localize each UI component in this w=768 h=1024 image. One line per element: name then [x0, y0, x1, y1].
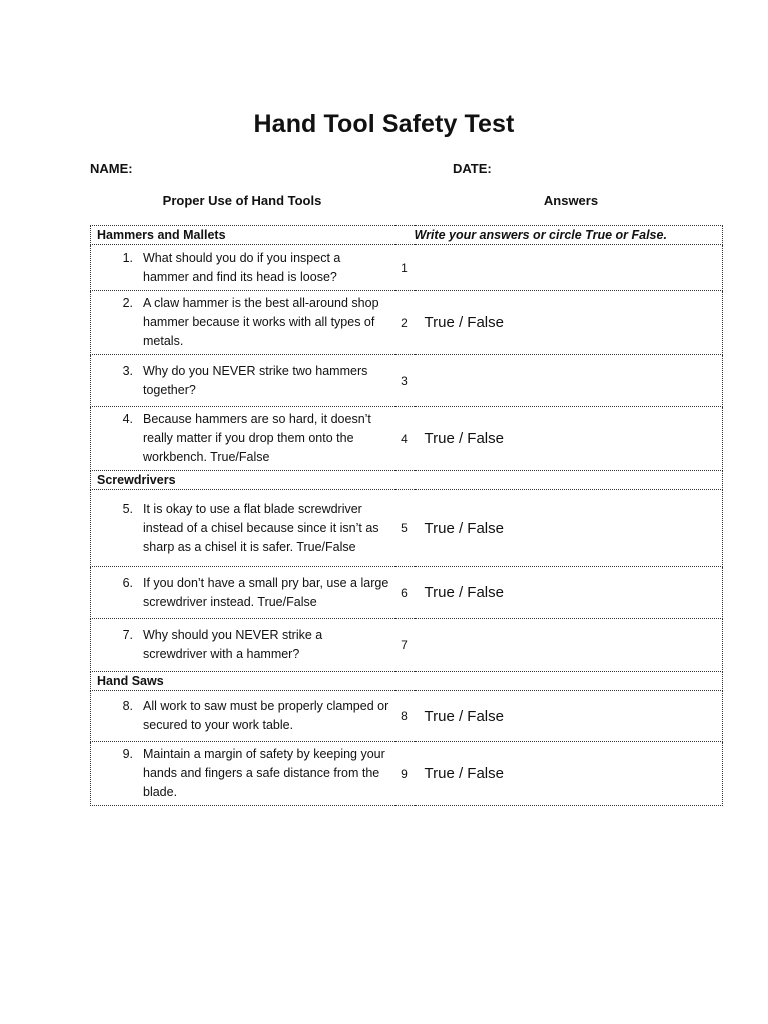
question-row — [91, 567, 723, 619]
question-number: 2. — [122, 296, 133, 310]
question-number: 3. — [122, 363, 133, 378]
question-text: Because hammers are so hard, it doesn’t really matter if you drop them onto the workbench. True/False — [143, 412, 371, 464]
section-row — [91, 226, 723, 245]
question-number: 6. — [122, 575, 133, 590]
section-title: Hammers and Mallets — [91, 226, 415, 245]
answer-number: 4 — [395, 407, 415, 471]
question-text: It is okay to use a flat blade screwdriver instead of a chisel because since it isn’t as sharp as a chisel it is safer. True/False — [143, 501, 379, 554]
true-false-choice[interactable]: True / False — [415, 742, 723, 806]
true-false-choice[interactable]: True / False — [415, 691, 723, 742]
question-text: Maintain a margin of safety by keeping your hands and fingers a safe distance from the blade. — [143, 747, 385, 799]
page-title: Hand Tool Safety Test — [253, 110, 515, 138]
answer-number: 7 — [395, 619, 415, 672]
date-label: DATE: — [453, 161, 492, 176]
question-number: 9. — [122, 747, 133, 761]
question-row — [91, 407, 723, 471]
question-text: Why do you NEVER strike two hammers together? — [143, 363, 368, 397]
question-row — [91, 490, 723, 567]
section-row — [91, 471, 723, 490]
question-row — [91, 742, 723, 806]
answer-number: 9 — [395, 742, 415, 806]
answer-number: 3 — [395, 355, 415, 407]
answer-field[interactable] — [415, 355, 723, 407]
answer-field[interactable] — [415, 245, 723, 291]
question-row — [91, 355, 723, 407]
question-number: 7. — [122, 628, 133, 642]
answers-heading: Answers — [543, 193, 599, 208]
answer-field[interactable] — [415, 619, 723, 672]
question-text: A claw hammer is the best all-around shop hammer because it works with all types of metals. — [143, 296, 379, 348]
section-row — [91, 672, 723, 691]
test-table — [90, 225, 723, 806]
question-number: 1. — [122, 250, 133, 265]
question-number: 8. — [122, 699, 133, 713]
section-title: Screwdrivers — [91, 471, 723, 490]
answer-number: 1 — [395, 245, 415, 291]
answer-number: 8 — [395, 691, 415, 742]
section-title: Hand Saws — [91, 672, 723, 691]
question-row — [91, 291, 723, 355]
true-false-choice[interactable]: True / False — [415, 567, 723, 619]
answer-number: 6 — [395, 567, 415, 619]
answer-number: 2 — [395, 291, 415, 355]
true-false-choice[interactable]: True / False — [415, 490, 723, 567]
question-text: What should you do if you inspect a hammer and find its head is loose? — [143, 250, 341, 284]
question-row — [91, 245, 723, 291]
true-false-choice[interactable]: True / False — [415, 407, 723, 471]
answer-number: 5 — [395, 490, 415, 567]
answer-instructions: Write your answers or circle True or False. — [415, 226, 723, 245]
name-label: NAME: — [90, 161, 133, 176]
questions-heading: Proper Use of Hand Tools — [162, 193, 322, 208]
question-text: All work to saw must be properly clamped or secured to your work table. — [143, 699, 389, 732]
question-number: 4. — [122, 412, 133, 426]
question-row — [91, 619, 723, 672]
question-row — [91, 691, 723, 742]
question-number: 5. — [122, 501, 133, 516]
question-text: If you don’t have a small pry bar, use a large screwdriver instead. True/False — [143, 575, 389, 609]
true-false-choice[interactable]: True / False — [415, 291, 723, 355]
question-text: Why should you NEVER strike a screwdriver with a hammer? — [143, 628, 323, 661]
